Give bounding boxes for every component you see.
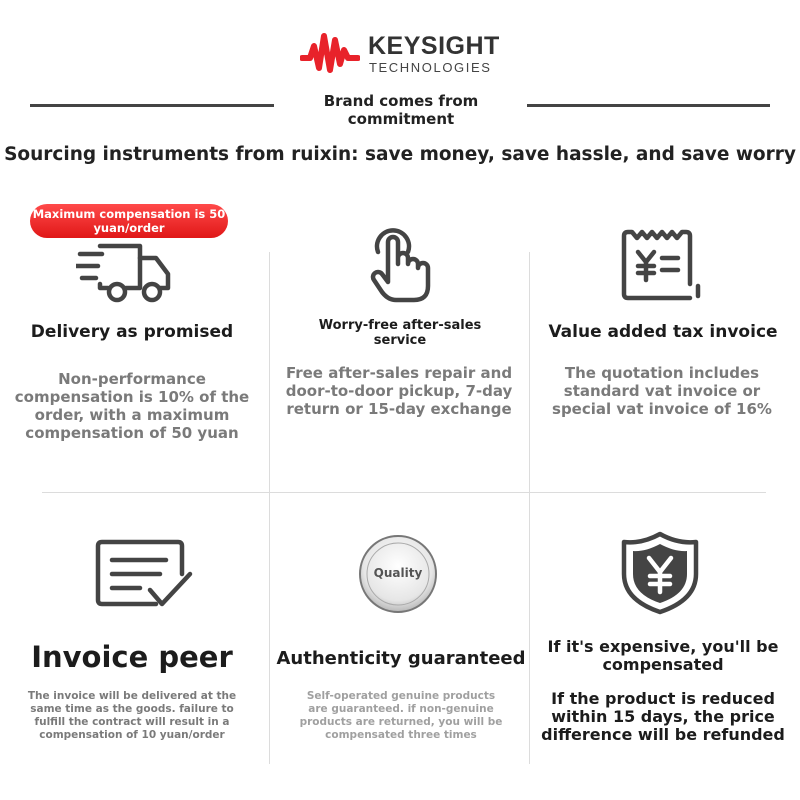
tax-receipt-icon xyxy=(620,228,706,304)
yuan-shield-icon xyxy=(620,530,700,616)
quality-seal-icon xyxy=(358,534,438,614)
hand-pointer-icon xyxy=(366,222,434,304)
feature-title: Authenticity guaranteed xyxy=(276,648,526,669)
invoice-check-icon xyxy=(94,538,196,612)
feature-description: The quotation includes standard vat invoice or special vat invoice of 16% xyxy=(552,364,772,418)
header-divider-left xyxy=(30,104,274,107)
grid-divider-vertical-1 xyxy=(269,252,270,764)
compensation-badge: Maximum compensation is 50 yuan/order xyxy=(30,204,228,238)
delivery-truck-icon xyxy=(76,240,172,306)
header-divider-right xyxy=(527,104,770,107)
feature-description: Self-operated genuine products are guaranteed. if non-genuine products are returned, you will be compensated three times xyxy=(299,690,503,741)
feature-title: Invoice peer xyxy=(31,640,233,674)
tagline: Brand comes from commitment xyxy=(323,92,479,128)
keysight-wave-icon xyxy=(300,28,360,76)
quality-seal-label: Quality xyxy=(373,566,423,580)
feature-description: Free after-sales repair and door-to-door pickup, 7-day return or 15-day exchange xyxy=(285,364,513,418)
headline: Sourcing instruments from ruixin: save money, save hassle, and save worry xyxy=(4,144,796,165)
feature-title: Worry-free after-sales service xyxy=(318,318,482,348)
brand-subtitle: TECHNOLOGIES xyxy=(369,60,492,75)
feature-title: Delivery as promised xyxy=(30,322,234,342)
grid-divider-horizontal xyxy=(42,492,766,493)
keysight-logo xyxy=(300,28,510,76)
feature-title: Value added tax invoice xyxy=(548,322,778,342)
feature-description: Non-performance compensation is 10% of the order, with a maximum compensation of 50 yuan xyxy=(14,370,250,442)
grid-divider-vertical-2 xyxy=(529,252,530,764)
feature-description: The invoice will be delivered at the same time as the goods. failure to fulfill the contract will result in a compensation of 10 yuan/order xyxy=(27,690,237,741)
brand-name: KEYSIGHT xyxy=(368,32,500,60)
feature-title: If it's expensive, you'll be compensated xyxy=(547,637,779,674)
feature-description: If the product is reduced within 15 days, the price difference will be refunded xyxy=(541,689,785,744)
